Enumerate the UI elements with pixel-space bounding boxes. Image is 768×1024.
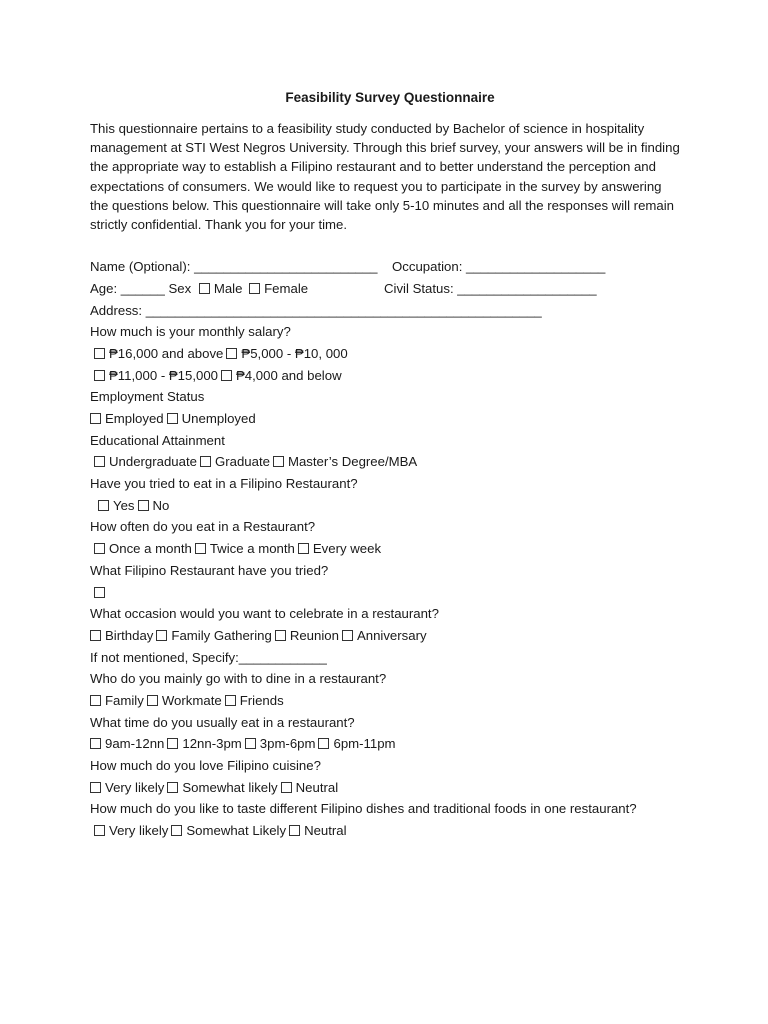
option[interactable] [298,538,381,560]
option-label: ₱5,000 - ₱10, 000 [241,345,348,361]
name-occupation-row [90,256,690,278]
checkbox-icon[interactable] [156,630,167,641]
checkbox-icon[interactable] [275,630,286,641]
question-label: Who do you mainly go with to dine in a restaurant? [90,671,387,687]
checkbox-icon[interactable] [98,500,109,511]
options-row [90,690,690,712]
option-label: Very likely [109,823,169,839]
checkbox-icon[interactable] [90,782,101,793]
option[interactable] [200,451,270,473]
option-label: Graduate [214,454,270,470]
option[interactable] [281,777,339,799]
question-label: How much do you like to taste different Filipino dishes and traditional foods in one restaurant? [90,801,637,817]
checkbox-icon[interactable] [281,782,292,793]
option[interactable] [90,690,144,712]
sex-option-male[interactable]: Male [199,278,243,300]
address-row [90,300,690,322]
option-label: Anniversary [356,627,427,643]
intro-paragraph: This questionnaire pertains to a feasibility study conducted by Bachelor of science in hospitality management at STI West Negros University. Through this brief survey, your answers will be in finding the appropriate way to establish a Filipino restaurant and to better understand the perception and expectations of consumers. We would like to request you to participate in the survey by answering the questions below. This questionnaire will take only 5-10 minutes and all the responses will remain strictly confidential. Thank you for your time. [90,121,680,233]
option[interactable] [289,820,347,842]
option[interactable] [90,733,164,755]
checkbox-icon[interactable] [342,630,353,641]
question-label: What occasion would you want to celebrate in a restaurant? [90,606,439,622]
option-label: Family [105,692,144,708]
option[interactable] [98,495,135,517]
option[interactable] [90,408,164,430]
option-label: Unemployed [181,411,256,427]
option[interactable] [167,733,241,755]
option[interactable] [167,408,256,430]
options-row [90,538,690,560]
option[interactable] [94,365,218,387]
option[interactable] [195,538,295,560]
checkbox-icon[interactable] [167,738,178,749]
age-sex-row [90,278,690,300]
option-label: Neutral [304,823,347,839]
option[interactable] [94,451,197,473]
option-label: Workmate [161,692,222,708]
option-label: ₱16,000 and above [109,345,224,361]
question-label: How much do you love Filipino cuisine? [90,758,321,774]
checkbox-icon[interactable] [167,413,178,424]
option-label: Twice a month [209,541,295,557]
question-label: What Filipino Restaurant have you tried? [90,562,329,578]
option-label: ₱11,000 - ₱15,000 [109,367,219,383]
checkbox-icon[interactable] [94,587,105,598]
checkbox-icon[interactable] [94,370,105,381]
checkbox-icon[interactable] [225,695,236,706]
option[interactable] [318,733,395,755]
checkbox-icon[interactable] [249,283,260,294]
sex-option-female[interactable]: Female [249,278,308,300]
name-field[interactable]: Name (Optional): _________________________ [90,259,378,275]
option-label: 9am-12nn [105,736,165,752]
checkbox-icon[interactable] [195,543,206,554]
checkbox-icon[interactable] [94,348,105,359]
option[interactable] [221,365,342,387]
checkbox-icon[interactable] [171,825,182,836]
occupation-field[interactable]: Occupation: ___________________ [392,259,606,275]
options-row [90,582,690,604]
option-label: Family Gathering [171,627,272,643]
options-row [90,495,690,517]
option[interactable] [138,495,170,517]
option[interactable] [147,690,222,712]
address-field[interactable]: Address: ______________________________________________________ [90,302,542,318]
option-label: Somewhat likely [182,779,278,795]
age-field[interactable]: Age: ______ Sex [90,280,192,296]
question-label: What time do you usually eat in a restaurant? [90,714,355,730]
civil-status-field[interactable]: Civil Status: ___________________ [384,280,597,296]
option[interactable] [342,625,427,647]
option-label: 3pm-6pm [259,736,316,752]
checkbox-icon[interactable] [94,825,105,836]
checkbox-icon[interactable] [90,413,101,424]
checkbox-icon[interactable] [94,543,105,554]
option-label: Employed [105,411,164,427]
option[interactable] [225,690,284,712]
options-row [90,365,690,387]
option[interactable] [90,777,164,799]
option-label: Somewhat Likely [186,823,287,839]
options-row [90,625,690,647]
option[interactable] [90,625,153,647]
option[interactable] [94,582,109,604]
checkbox-icon[interactable] [90,695,101,706]
checkbox-icon[interactable] [200,456,211,467]
option[interactable] [275,625,339,647]
option-label: Birthday [105,627,154,643]
checkbox-icon[interactable] [167,782,178,793]
checkbox-icon[interactable] [298,543,309,554]
option-label: Once a month [109,541,192,557]
options-row [90,820,690,842]
option-label: ₱4,000 and below [236,367,342,383]
checkbox-icon[interactable] [273,456,284,467]
checkbox-icon[interactable] [90,738,101,749]
option-label: Reunion [289,627,339,643]
option[interactable] [94,538,192,560]
option[interactable] [226,343,347,365]
checkbox-icon[interactable] [226,348,237,359]
checkbox-icon[interactable] [221,370,232,381]
checkbox-icon[interactable] [245,738,256,749]
option-label: Master’s Degree/MBA [287,454,418,470]
option[interactable] [94,820,168,842]
option-label: No [152,497,170,513]
option-label: Friends [239,692,284,708]
option[interactable] [273,451,417,473]
specify-field[interactable]: If not mentioned, Specify:____________ [90,649,327,665]
option[interactable] [156,625,271,647]
checkbox-icon[interactable] [318,738,329,749]
checkbox-icon[interactable] [90,630,101,641]
question-label: How much is your monthly salary? [90,324,291,340]
option-label: Very likely [105,779,165,795]
question-label: How often do you eat in a Restaurant? [90,519,316,535]
option-label: Undergraduate [109,454,197,470]
options-row [90,408,690,430]
options-row [90,733,690,755]
question-label: Employment Status [90,389,205,405]
option[interactable] [167,777,277,799]
questions-list [90,321,690,842]
options-row [90,343,690,365]
document-page [90,88,690,842]
options-row [90,777,690,799]
checkbox-icon[interactable] [94,456,105,467]
option-label: Yes [113,497,135,513]
option[interactable] [245,733,316,755]
question-label: Educational Attainment [90,432,225,448]
checkbox-icon[interactable] [138,500,149,511]
option-label: 12nn-3pm [182,736,242,752]
checkbox-icon[interactable] [147,695,158,706]
option-label: Neutral [295,779,339,795]
document-title: Feasibility Survey Questionnaire [285,90,495,105]
options-row [90,451,690,473]
question-label: Have you tried to eat in a Filipino Restaurant? [90,476,358,492]
option-label: 6pm-11pm [333,736,396,752]
option[interactable] [171,820,286,842]
option-label: Every week [312,541,382,557]
option[interactable] [94,343,223,365]
checkbox-icon[interactable] [199,283,210,294]
checkbox-icon[interactable] [289,825,300,836]
